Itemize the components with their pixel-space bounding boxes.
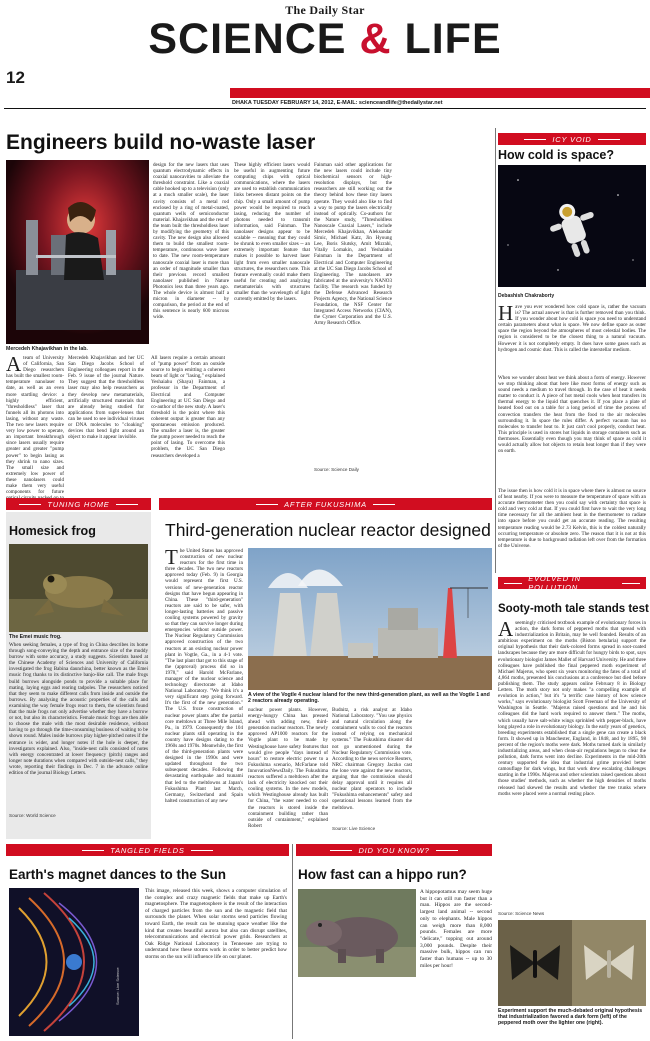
- nuclear-plant-image: [248, 548, 492, 690]
- nuclear-col-1: [165, 545, 243, 838]
- moth-headline: Sooty-moth tale stands test: [498, 603, 649, 615]
- column-rule-right: [495, 128, 496, 573]
- frog-source: Source: World Science: [9, 813, 56, 818]
- moth-body: [498, 617, 646, 907]
- sun-photo-credit: Source: Live Science: [115, 967, 120, 1005]
- lead-col-5: These highly efficient lasers would be useful in augmenting future computing chips with optical communications, where the lasers are used to establish communication links between distant points on the chip. Only a small amount of pump power would be required to reach lasing, reducing the number of photons needed to transmit information, said Fainman. The nanolaser designs appear to be scalable -- meaning that they could be shrunk to even smaller sizes -- an extremely important feature that makes it possible to harvest laser light from even smaller nanoscale structures, the researchers note. This feature eventually could make them useful for creating and analyzing metamaterials with structures smaller than the wavelength of light currently emitted by the lasers.: [234, 162, 310, 303]
- frog-headline: Homesick frog: [9, 524, 96, 538]
- hippo-body-upper: [420, 889, 492, 981]
- lead-photo: [6, 160, 149, 344]
- moth-body-text: seemingly criticised textbook example of evolutionary forces in action, the dark forms of peppered moths that spread with industrialization in Britain, may be well founded. Results of an ambitious experiment on the moths (Biston betularia) support the original hypothesis that their dark-colored forms spread in soot-coated landscapes because they are more difficult for hungry birds to spot, says evolutionary biologist James Mallet of Harvard University. He and three colleagues have published the final peppered moth experiment of Michael Majerus, who spent six years monitoring the fates of a total of 4,864 moths, presented his conclusions at a conference but died before publishing them. The study appears online February 8 in Biology Letters. The moth story not only makes "a compelling example of evolution in action," but it's "a terrific case history of how science works," says evolutionary biologist Scott Freeman of the University of Washington in Seattle. "Majerus raised questions and he and his colleagues did the hard work required to answer them." The moths, which usually have salt-white wings sprinkled with pepper-black, have long played a role in evolutionary biology. In the early years of genetics, breeding experiments established that a single gene can create a black form. It showed up in Manchester, England, in 1848, and by 1895, 98 percent of the region's moths were dark. Moths turned dark in similarly industrializing areas, and when clean-air regulations began to clear the pollution, dark forms went into decline. Experiments in the mid-20th century supported the idea that industrial grime provided better camouflage for dark wings, but that work drew escalating challenges starting in the 1990s. Majerus and other scientists raised questions about those studies' methods, such as whether the high densities of moths released had skewed the results and whether the tree trunks where moths were placed were a normal resting place.: [498, 620, 646, 797]
- column-rule-bottom: [292, 844, 293, 1039]
- hippo-body-text: A hippopotamus may seem huge but it can still run faster than a man. Hippos are the second-largest land animal -- second only to elephants. Male hippos can weigh more than 8,000 pounds. Females are more "delicate," topping out around 3,000 pounds. Despite their massive bulk, hippos can run faster than humans -- up to 30 miles per hour!: [420, 889, 492, 969]
- magnetosphere-photo: [9, 888, 139, 1036]
- frog-photo: [9, 544, 148, 632]
- peppered-moth-image: [498, 920, 646, 1006]
- lead-col-1: [6, 352, 64, 496]
- frog-image: [9, 544, 148, 632]
- lead-col-4: design for the new lasers that uses quantum electrodynamic effects in coaxial nanocavities to alleviate the threshold constraint. Like a coaxial cable hooked up to a television (only at a much smaller scale), the laser cavity consists of a metal rod enclosed by a ring of metal-coated, quantum wells of semiconductor material. Khajavikhan and the rest of the team built the thresholdless laser by modifying the geometry of this cavity. The new design also allowed them to build the smallest room-temperature, continuous wave laser to date. The new room-temperature nanoscale coaxial laser is more than an order of magnitude smaller than their previous record smallest nanolaser published in Nature Photonics less than three years ago. The whole device is almost half a micron in diameter -- by comparison, the period at the end of this sentence is nearly 600 microns wide.: [153, 162, 229, 321]
- sun-body: This image, released this week, shows a computer simulation of the complex and crazy magnetic fields that make up Earth's magnetosphere. The magnetosphere is the result of the interaction of charged particles from the sun and the magnetic field that surrounds the planet. When solar storms send particles flowing toward Earth, the result can be stunning space weather like the kind that creates beautiful aurora but also can disrupt satellites, telecommunications and electrical power grids. Researchers at Oak Ridge National Laboratory in Tennessee are trying to understand how these storms work in order to better predict how storms on the sun will influence life on our planet.: [145, 888, 287, 960]
- hippo-photo: [298, 889, 416, 977]
- lead-source: Source: Science Daily: [314, 467, 359, 472]
- astronaut-image: [498, 165, 646, 287]
- frog-body: When seeking females, a type of frog in China describes its home through song-conveying the depth and entrance size of the muddy burrow with some accuracy, a study suggests. Scientists based at the Chinese Academy of Sciences and University of California investigated the frog Babina daunchina, better known as the Emei music frog thanks to its distinctive banjo-like call. The male frogs build burrows alongside ponds to provide a suitable place for mating, laying eggs and rearing tadpoles. The researchers noticed that they seem to make different calls from inside and outside the burrows. By analysing the acoustic properties of the calls and examining the way female frogs react to them, the scientists found that the male frogs not only advertise whether they have a burrow or not, but also its characteristics. Female music frogs are then able to choose the male with the most desirable residence, without having to go through the time-consuming business of waiting to be shown round. Males inside burrows play higher-pitched notes if the entrance is wider, and longer notes if the hole is deeper, the investigators explained. Also, "inside-nest calls consisted of notes with energy concentrated at lower frequency (pitch) ranges and longer note durations when compared with outside-nest calls," they wrote, reporting their findings in Dec. 7 in the advance online edition of the journal Biology Letters.: [9, 642, 148, 776]
- section-title-science: SCIENCE: [148, 15, 347, 63]
- nuclear-headline: Third-generation nuclear reactor designed: [165, 520, 491, 540]
- icy-void-headline: How cold is space?: [498, 148, 615, 162]
- lead-col-2: Mercedeh Khajavikhan and her UC San Diego Jacobs School of Engineering colleagues report in the Feb. 9 issue of the journal Nature. They suggest that the thresholdless laser may also help researchers as they develop new metamaterials, artificially structured materials that are already being studied for applications from super-lenses that can be used to see individual viruses or DNA molecules to "cloaking" devices that bend light around an object to make it appear invisible.: [68, 355, 144, 441]
- lead-headline: Engineers build no-waste laser: [6, 131, 316, 154]
- icy-void-body-2: When we wonder about heat we think about a form of energy. However we stop thinking about that here like most forms of energy such as sound needs a medium to travel through. In the case of heat it needs matter to conduct it. A piece of hot metal cools when heat transfers its thermal energy to the liquid that quenches it. If you place a plate of heated food out on a table for a long period of time the process of convection transfers the heat from the food to the air molecules surrounding it. In space the rules differ. A perfect vacuum has no molecules to transfer heat to. It just can't cool properly, conduct heat. This principle is used in stores hot liquids in storage containers such as thermoses. Essentially even though you may think of space as cold it would actually allow hot objects to retain heat longer than if they were on earth.: [498, 375, 646, 455]
- frog-banner: [6, 498, 151, 510]
- paper-name: The Daily Star: [285, 3, 365, 17]
- astronaut-photo: [498, 165, 646, 287]
- moth-photo: [498, 920, 646, 1006]
- icy-void-body-3: The issue then is how cold it is in space where there is almost no source of heat nearby. If you were to measure the temperature of space with an accurate thermometer then you could say with certainty that space is cold and very cold at that. If you could first have to wait the very long time necessary for all the ambient heat in the thermometer to radiate into space before you could get an accurate reading. The resulting temperature reading would be 2.73 Kelvin, this is the coldest naturally occurring temperature or absolute zero. The reason that it is not at this temperature is due to background radiation left over from the formation of the Universe.: [498, 488, 646, 549]
- moth-source: Source: Science News: [498, 911, 545, 916]
- moth-banner: [498, 574, 646, 592]
- hippo-banner: [296, 844, 492, 856]
- icy-void-body-1-text: ave you ever wondered how cold space is, rather the vacuum is? The actual answer is that is further removed than you think. If you wonder about how cold is space you need to understand certain parameters about what is space. We now define space as outer space the region beyond the atmospheres of most celestial bodies. The region is considered to be the closest thing to a natural vacuum. However it is not completely empty. It does have some gases such as hydrogen and cosmic dust. This is called the interstellar medium.: [498, 304, 646, 353]
- moth-photo-caption: Experiment support the much-debated original hypothesis that industrialization favored a dark form (left) of the peppered moth over the lighter one (right).: [498, 1008, 643, 1027]
- section-title-amp: &: [359, 15, 392, 63]
- nuclear-col-2: nuclear power plants. However, energy-hungry China has pressed ahead with adding new, third-generation nuclear reactors. The newly approved AP1000 reactors for the Vogtle plant to be made by Westinghouse have safety features that would give people "days instead of hours" to restore electric power to a Fukushima scenario, McFarlane told InnovationNewsDaily. The Fukushima reactors suffered a meltdown after the lack of electricity knocked out their cooling systems. In the new models, which Westinghouse already has built for China, "the water needed to cool the reactors is stored inside the containment building rather than outside of containment," explained Robert: [248, 707, 328, 829]
- sun-banner-label: TANGLED FIELDS: [110, 845, 185, 855]
- frog-banner-label: TUNING HOME: [47, 499, 110, 509]
- nuclear-col-3: Budnitz, a risk analyst at Idaho National Laboratory. "You use physics and natural circulation along the containment walls to cool the reactors instead of relying on mechanical systems." The Fukushima disaster did not go unmentioned during the Nuclear Regulatory Commission vote. According to the news service Reuters, NRC chairman Gregory Jaczko cast the lone vote against the new reactors, arguing that the commission should delay approval until it requires all nuclear plant operators to include "Fukushima enhancements" safety and operational lessons learned from the meltdown.: [332, 707, 412, 811]
- nuclear-photo-caption: A view of the Vogtle 4 nuclear island for the new third-generation plant, as well as the Vogtle 1 and 2 reactors already operating.: [248, 692, 490, 705]
- frog-photo-caption: The Emei music frog.: [9, 634, 62, 640]
- icy-void-banner-label: ICY VOID: [552, 134, 592, 144]
- lead-photo-caption: Mercedeh Khajavikhan in the lab.: [6, 346, 88, 352]
- icy-void-body-1: [498, 301, 646, 373]
- section-title-life: LIFE: [404, 15, 502, 63]
- lead-col-1-text: team of University of California, San Diego researchers has built the smallest room-temperature nanolaser to date, as well as an even more startling device: a highly efficient, "thresholdless" laser that funnels all its photons into lasing, without any waste. The two new lasers require very low power to operate, an important breakthrough since lasers usually require greater and greater "pump power" to begin lasing as they shrink to nano sizes. The small size and extremely low power of these nanolasers could make them very useful components for future: [6, 355, 64, 496]
- icy-void-banner: [498, 133, 646, 145]
- nuclear-banner: [159, 498, 492, 510]
- hippo-headline: How fast can a hippo run?: [298, 867, 467, 882]
- section-title: [0, 15, 650, 64]
- moth-dropcap: A: [498, 617, 514, 641]
- laser-lab-image: [6, 160, 149, 344]
- masthead-red-bar: [230, 88, 650, 98]
- nuclear-dropcap: T: [165, 545, 178, 569]
- page-number: 12: [6, 68, 25, 87]
- hippo-image: [298, 889, 416, 977]
- masthead-rule: [4, 108, 646, 109]
- nuclear-col-1-text: he United States has approved construction of new nuclear reactors for the first time in three decades. The two new reactors approved today (Feb. 9) in Georgia would represent the first U.S. versions of new-generation reactor designs that have begun appearing in China. These "third-generation" reactors are said to be safer, with longer-lasting batteries and passive cooling systems powered by gravity so that they can survive longer during emergencies without outside power. The Nuclear Regulatory Commission approved construction of the two reactors at an existing nuclear power plant in Vogtle, Ga., in a 4-1 vote. "The last plant that got to this stage of the (approval) process did so in 1978," said Harold McFarlane, manager of the nuclear science and technology directorate at Idaho National Laboratory. "We think it's a very significant step going forward. It's the first of the new generation." The U.S. froze construction of nuclear power plants after the partial core meltdown at Three Mile Island, Pa., in 1979. Consequently the 104 nuclear plants still operating in the country have designs dating to the 1960s and 1970s. Meanwhile, the first of the third-generation plants were designed in the 1990s and were updated throughout the two subsequent decades. Following the devastating earthquake and tsunami that led to the meltdowns at Japan's Fukushima Plant last March, Germany, Switzerland and Spain halted construction of any new: [165, 548, 243, 804]
- nuclear-photo: [248, 548, 492, 690]
- icy-void-byline: Debashish Chakraborty: [498, 293, 555, 299]
- dateline: DHAKA TUESDAY FEBRUARY 14, 2012, E-MAIL: scienceandlife@thedailystar.net: [232, 100, 443, 106]
- sun-banner: [6, 844, 289, 856]
- nuclear-source: Source: Live Science: [332, 826, 376, 831]
- magnetosphere-image: [9, 888, 139, 1036]
- hippo-banner-label: DID YOU KNOW?: [358, 845, 430, 855]
- moth-banner-label: EVOLVED IN POLLUTION: [528, 574, 581, 592]
- dropcap: A: [6, 352, 22, 376]
- sun-headline: Earth's magnet dances to the Sun: [9, 867, 227, 882]
- icy-void-dropcap: H: [498, 301, 514, 325]
- nuclear-banner-label: AFTER FUKUSHIMA: [284, 499, 367, 509]
- lead-col-3: All lasers require a certain amount of "pump power" from an outside source to begin emitting a coherent beam of light or "lasing," explained Yeshaiahu (Shaya) Fainman, a professor in the Department of Electrical and Computer Engineering at UC San Diego and co-author of the new study. A laser's threshold is the point where this coherent output is greater than any spontaneous emission produced. The smaller a laser is, the greater the pump power needed to reach the point of lasing. To overcome this problem, the UC San Diego researchers developed a: [151, 355, 225, 459]
- lead-col-6: Fainman said other applications for the new lasers could include tiny biochemical sensors or high-resolution displays, but the researchers are still working out the theory behind how these tiny lasers operate. They would also like to find a way to pump the lasers electrically instead of optically. Co-authors for the Nature study, "Thresholdless Nanoscale Coaxial Lasers," include Mercedeh Khajavikhan, Aleksandar Simic, Michael Katz, Jin Hyoung Lee, Boris Slutsky, Amit Mizrahi, Vitaliy Lomakin, and Yeshaiahu Fainman in the Department of Electrical and Computer Engineering at the UC San Diego Jacobs School of Engineering. The nanolasers are fabricated at the university's NANO3 facility. The research was funded by the Defense Advanced Research Projects Agency, the National Science Foundation, the NSF Center for Integrated Access Networks (CIAN), the Cymer Corporation and the U.S. Army Research Office.: [314, 162, 392, 327]
